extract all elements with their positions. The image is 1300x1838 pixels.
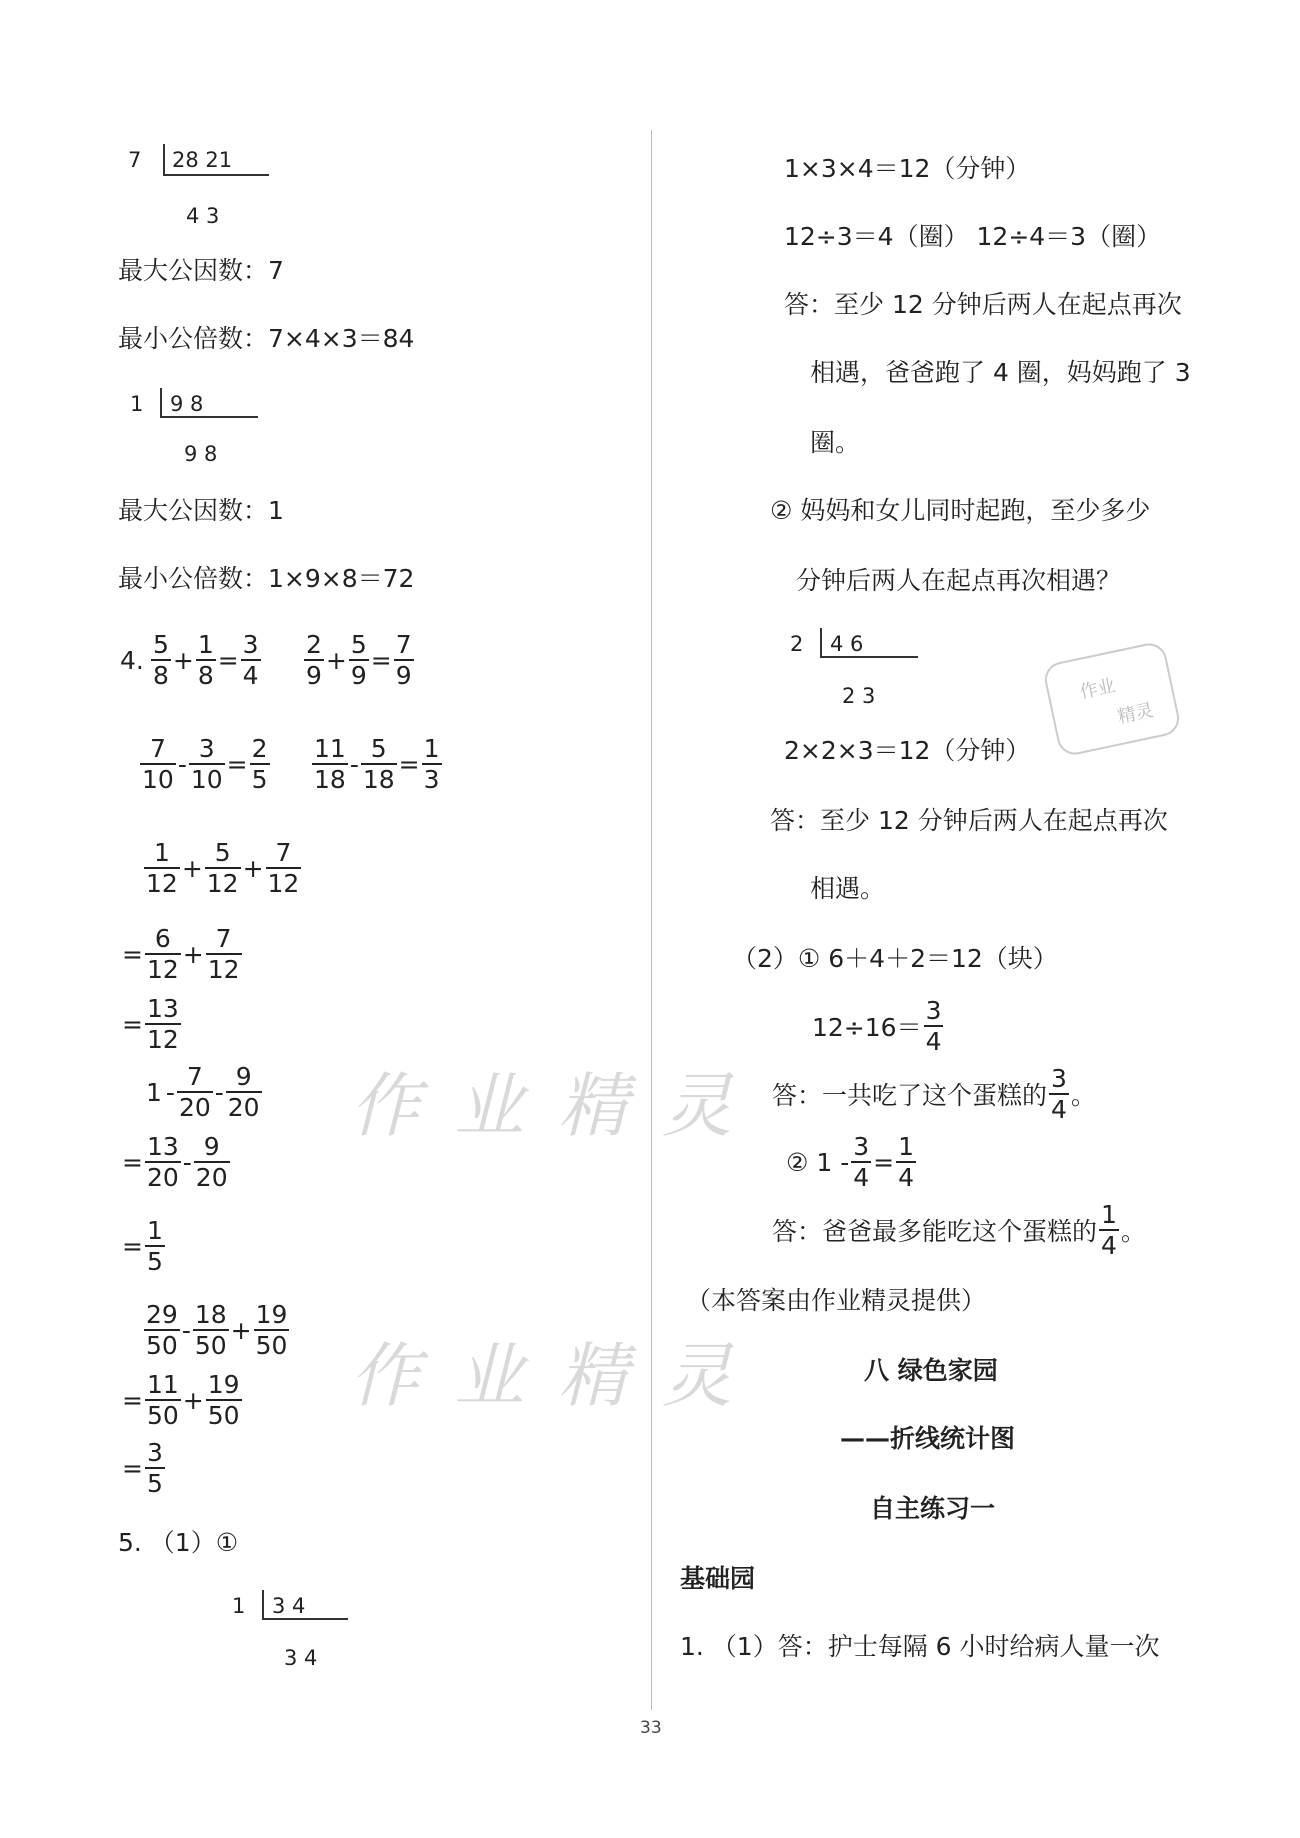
answer-line: 相遇。 (810, 874, 886, 903)
fraction-equation: = $\frac{13}{20}$ - $\frac{9}{20}$ (122, 1132, 228, 1192)
fraction-equation: $\frac{11}{18}$ - $\frac{5}{18}$ = $\frac{1}{3}$ (314, 734, 440, 794)
short-division-divisor: 7 (128, 148, 142, 172)
fraction-equation: = $\frac{1}{5}$ (122, 1216, 163, 1276)
answer-line: 1. （1）答：护士每隔 6 小时给病人量一次 (680, 1632, 1160, 1661)
answer-line: 答：爸爸最多能吃这个蛋糕的 $\frac{1}{4}$ 。 (772, 1200, 1146, 1260)
short-division-quotients: 2 3 (842, 684, 876, 708)
fraction-equation: $\frac{2}{9}$ + $\frac{5}{9}$ = $\frac{7}{9}$ (306, 630, 412, 690)
fraction-equation: $\frac{1}{12}$ + $\frac{5}{12}$ + $\frac{7}{12}$ (146, 838, 300, 898)
answer-line: 最大公因数：7 (118, 256, 284, 285)
chapter-subtitle: ——折线统计图 (840, 1424, 1016, 1453)
fraction-equation: $\frac{7}{10}$ - $\frac{3}{10}$ = $\frac{2}{5}$ (142, 734, 268, 794)
answer-line: 最小公倍数：1×9×8＝72 (118, 564, 415, 593)
answer-line: 答：一共吃了这个蛋糕的 $\frac{3}{4}$ 。 (772, 1064, 1096, 1124)
fraction-equation: 4. $\frac{5}{8}$ + $\frac{1}{8}$ = $\frac{3}{4}$ (120, 630, 259, 690)
short-division-dividends: 9 8 (170, 392, 204, 416)
answer-line: 相遇，爸爸跑了 4 圈，妈妈跑了 3 (810, 358, 1191, 387)
answer-line: ② 妈妈和女儿同时起跑，至少多少 (770, 496, 1151, 525)
fraction-equation: 12÷16＝ $\frac{3}{4}$ (812, 996, 942, 1056)
chapter-title: 八 绿色家园 (864, 1356, 998, 1385)
short-division-divisor: 1 (232, 1594, 246, 1618)
answer-line: 1×3×4＝12（分钟） (784, 154, 1031, 183)
fraction-equation: 1 - $\frac{7}{20}$ - $\frac{9}{20}$ (146, 1062, 260, 1122)
fraction-equation: $\frac{29}{50}$ - $\frac{18}{50}$ + $\frac{19}{50}$ (146, 1300, 288, 1360)
fraction-equation: = $\frac{11}{50}$ + $\frac{19}{50}$ (122, 1370, 240, 1430)
short-division-divisor: 1 (130, 392, 144, 416)
page-number: 33 (640, 1718, 662, 1738)
short-division-quotients: 4 3 (186, 204, 220, 228)
watermark-stamp-icon: 作业 精灵 (1042, 640, 1183, 758)
fraction-equation: = $\frac{3}{5}$ (122, 1438, 163, 1498)
section-heading: 基础园 (680, 1564, 756, 1593)
answer-line: 圈。 (810, 428, 861, 457)
question-number: 5. （1）① (118, 1528, 239, 1557)
column-divider (651, 130, 652, 1710)
short-division-quotients: 9 8 (184, 442, 218, 466)
short-division-divisor: 2 (790, 632, 804, 656)
short-division-dividends: 4 6 (830, 632, 864, 656)
short-division-dividends: 28 21 (172, 148, 233, 172)
fraction-equation: = $\frac{6}{12}$ + $\frac{7}{12}$ (122, 924, 240, 984)
answer-line: （2）① 6＋4＋2＝12（块） (732, 944, 1058, 973)
fraction-equation: = $\frac{13}{12}$ (122, 994, 179, 1054)
answer-line: 12÷3＝4（圈） 12÷4＝3（圈） (784, 222, 1162, 251)
watermark: 作业精灵 (350, 1065, 766, 1147)
watermark: 作业精灵 (350, 1335, 766, 1417)
answer-line: 答：至少 12 分钟后两人在起点再次 (770, 806, 1168, 835)
answer-line: 最小公倍数：7×4×3＝84 (118, 324, 415, 353)
answer-line: 答：至少 12 分钟后两人在起点再次 (784, 290, 1182, 319)
fraction-equation: ② 1 - $\frac{3}{4}$ = $\frac{1}{4}$ (786, 1132, 914, 1192)
short-division-dividends: 3 4 (272, 1594, 306, 1618)
short-division-quotients: 3 4 (284, 1646, 318, 1670)
answer-line: 分钟后两人在起点再次相遇？ (796, 566, 1122, 595)
answer-line: 最大公因数：1 (118, 496, 284, 525)
answer-line: 2×2×3＝12（分钟） (784, 736, 1031, 765)
section-title: 自主练习一 (870, 1494, 996, 1523)
source-note: （本答案由作业精灵提供） (686, 1286, 987, 1315)
